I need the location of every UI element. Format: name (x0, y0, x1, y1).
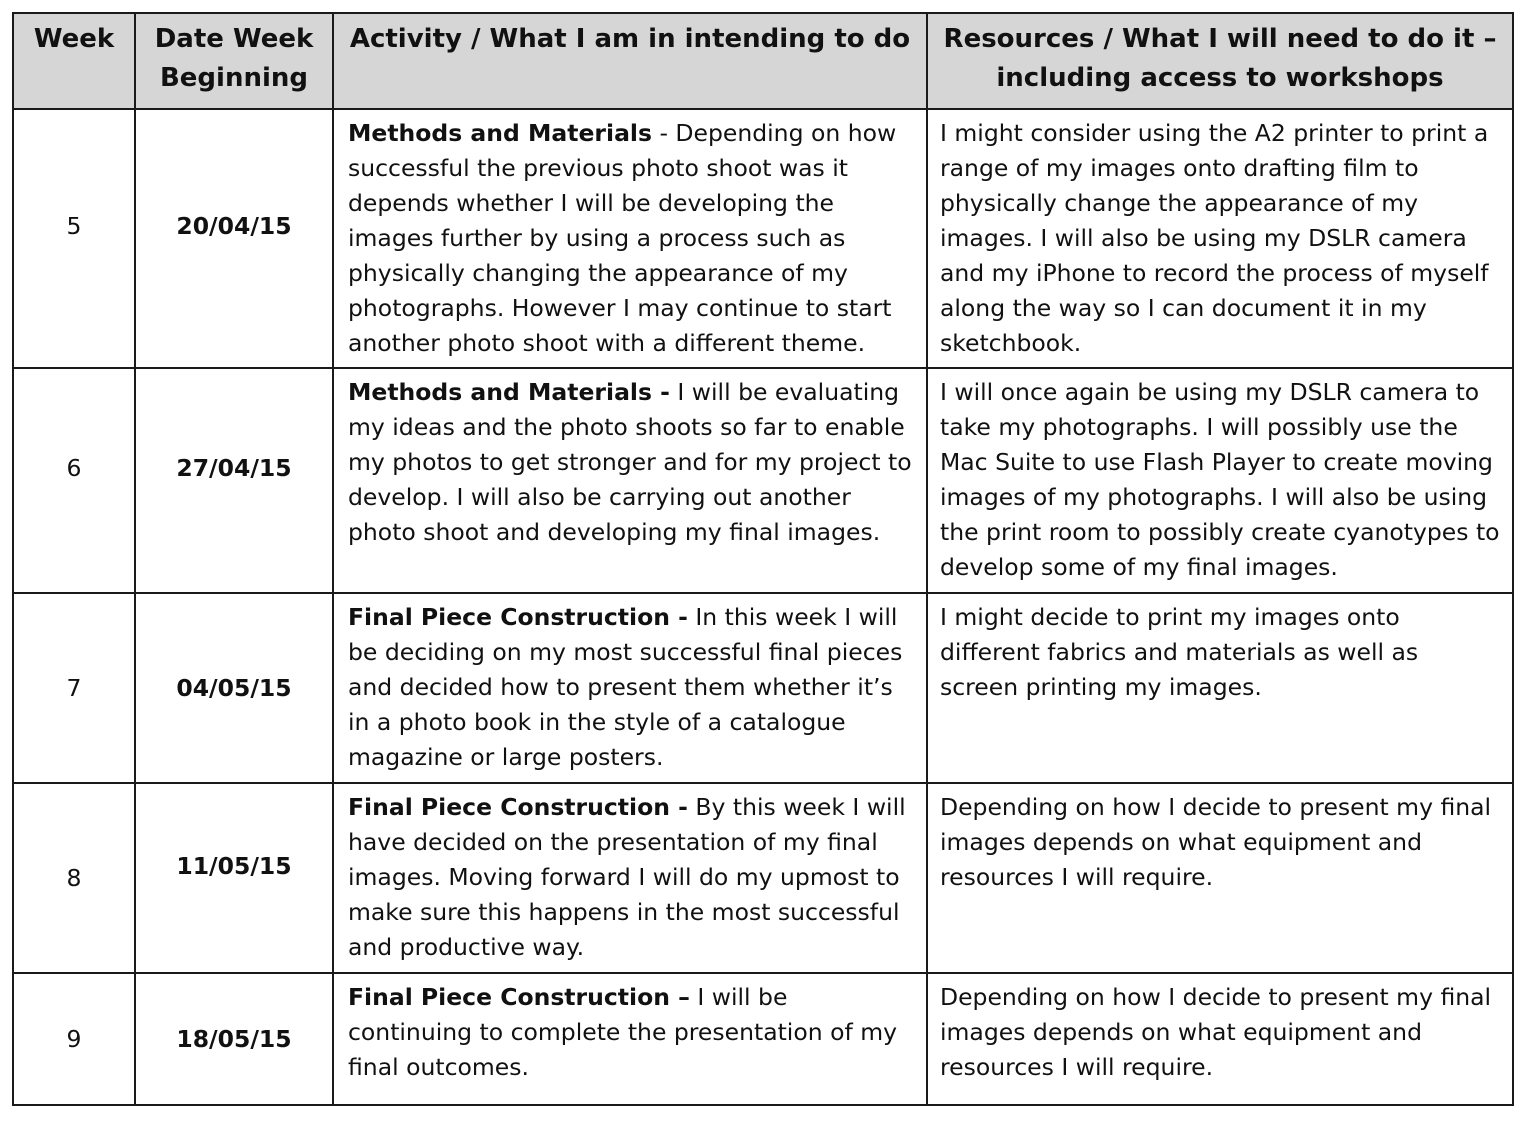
date-cell (135, 368, 333, 593)
date-cell (135, 973, 333, 1105)
week-cell (13, 593, 135, 783)
date-value: 11/05/15 (176, 851, 292, 880)
header-row (13, 13, 1513, 109)
table-row (13, 973, 1513, 1105)
week-cell (13, 783, 135, 973)
date-value: 20/04/15 (176, 212, 292, 240)
week-cell (13, 973, 135, 1105)
activity-text: - Depending on how successful the previous photo shoot was it depends whether I will be developing the images further by using a process such as physically changing the appearance of my photographs. However I may continue to start another photo shoot with a different theme. (348, 119, 897, 357)
resources-text: I might decide to print my images onto different fabrics and materials as well as screen printing my images. (940, 603, 1419, 701)
activity-title: Methods and Materials (348, 119, 652, 147)
activity-cell (333, 973, 927, 1105)
date-cell (135, 593, 333, 783)
activity-text: In this week I will be deciding on my most successful final pieces and decided how to present them whether it’s in a photo book in the style of a catalogue magazine or large posters. (348, 603, 903, 771)
activity-cell (333, 109, 927, 368)
resources-cell (927, 368, 1513, 593)
date-value: 04/05/15 (176, 673, 292, 702)
activity-title: Final Piece Construction - (348, 603, 688, 631)
table-row (13, 783, 1513, 973)
header-resources: Resources / What I will need to do it – including access to workshops (927, 13, 1513, 109)
resources-cell (927, 973, 1513, 1105)
resources-text: I might consider using the A2 printer to print a range of my images onto drafting film to physically change the appearance of my images. I will also be using my DSLR camera and my iPhone to record the process of myself along the way so I can document it in my sketchbook. (940, 119, 1489, 357)
week-value: 9 (66, 1024, 82, 1053)
activity-cell (333, 593, 927, 783)
date-value: 27/04/15 (176, 454, 292, 482)
resources-text: Depending on how I decide to present my final images depends on what equipment and resources I will require. (940, 983, 1492, 1081)
resources-text: I will once again be using my DSLR camera to take my photographs. I will possibly use the Mac Suite to use Flash Player to create moving images of my photographs. I will also be using the print room to possibly create cyanotypes to develop some of my final images. (940, 378, 1500, 581)
table-row (13, 593, 1513, 783)
activity-text: By this week I will have decided on the presentation of my final images. Moving forward I will do my upmost to make sure this happens in the most successful and productive way. (348, 793, 906, 961)
activity-text: I will be continuing to complete the presentation of my final outcomes. (348, 983, 898, 1081)
week-value: 8 (66, 863, 82, 892)
table-row (13, 368, 1513, 593)
header-week: Week (13, 13, 135, 109)
table-header (13, 13, 1513, 109)
date-cell (135, 109, 333, 368)
resources-cell (927, 593, 1513, 783)
activity-cell (333, 368, 927, 593)
week-value: 5 (66, 212, 82, 240)
activity-title: Methods and Materials - (348, 378, 670, 406)
activity-title: Final Piece Construction - (348, 793, 688, 821)
resources-text: Depending on how I decide to present my final images depends on what equipment and resources I will require. (940, 793, 1492, 891)
date-value: 18/05/15 (176, 1024, 292, 1053)
week-value: 6 (66, 454, 82, 482)
header-date: Date Week Beginning (135, 13, 333, 109)
header-activity: Activity / What I am in intending to do (333, 13, 927, 109)
activity-text: I will be evaluating my ideas and the photo shoots so far to enable my photos to get stronger and for my project to develop. I will also be carrying out another photo shoot and developing my final images. (348, 378, 912, 546)
planning-table (12, 12, 1514, 1106)
week-cell (13, 109, 135, 368)
date-cell (135, 783, 333, 973)
activity-title: Final Piece Construction – (348, 983, 690, 1011)
resources-cell (927, 783, 1513, 973)
resources-cell (927, 109, 1513, 368)
table-row (13, 109, 1513, 368)
week-value: 7 (66, 673, 82, 702)
week-cell (13, 368, 135, 593)
table-body (13, 109, 1513, 1105)
activity-cell (333, 783, 927, 973)
